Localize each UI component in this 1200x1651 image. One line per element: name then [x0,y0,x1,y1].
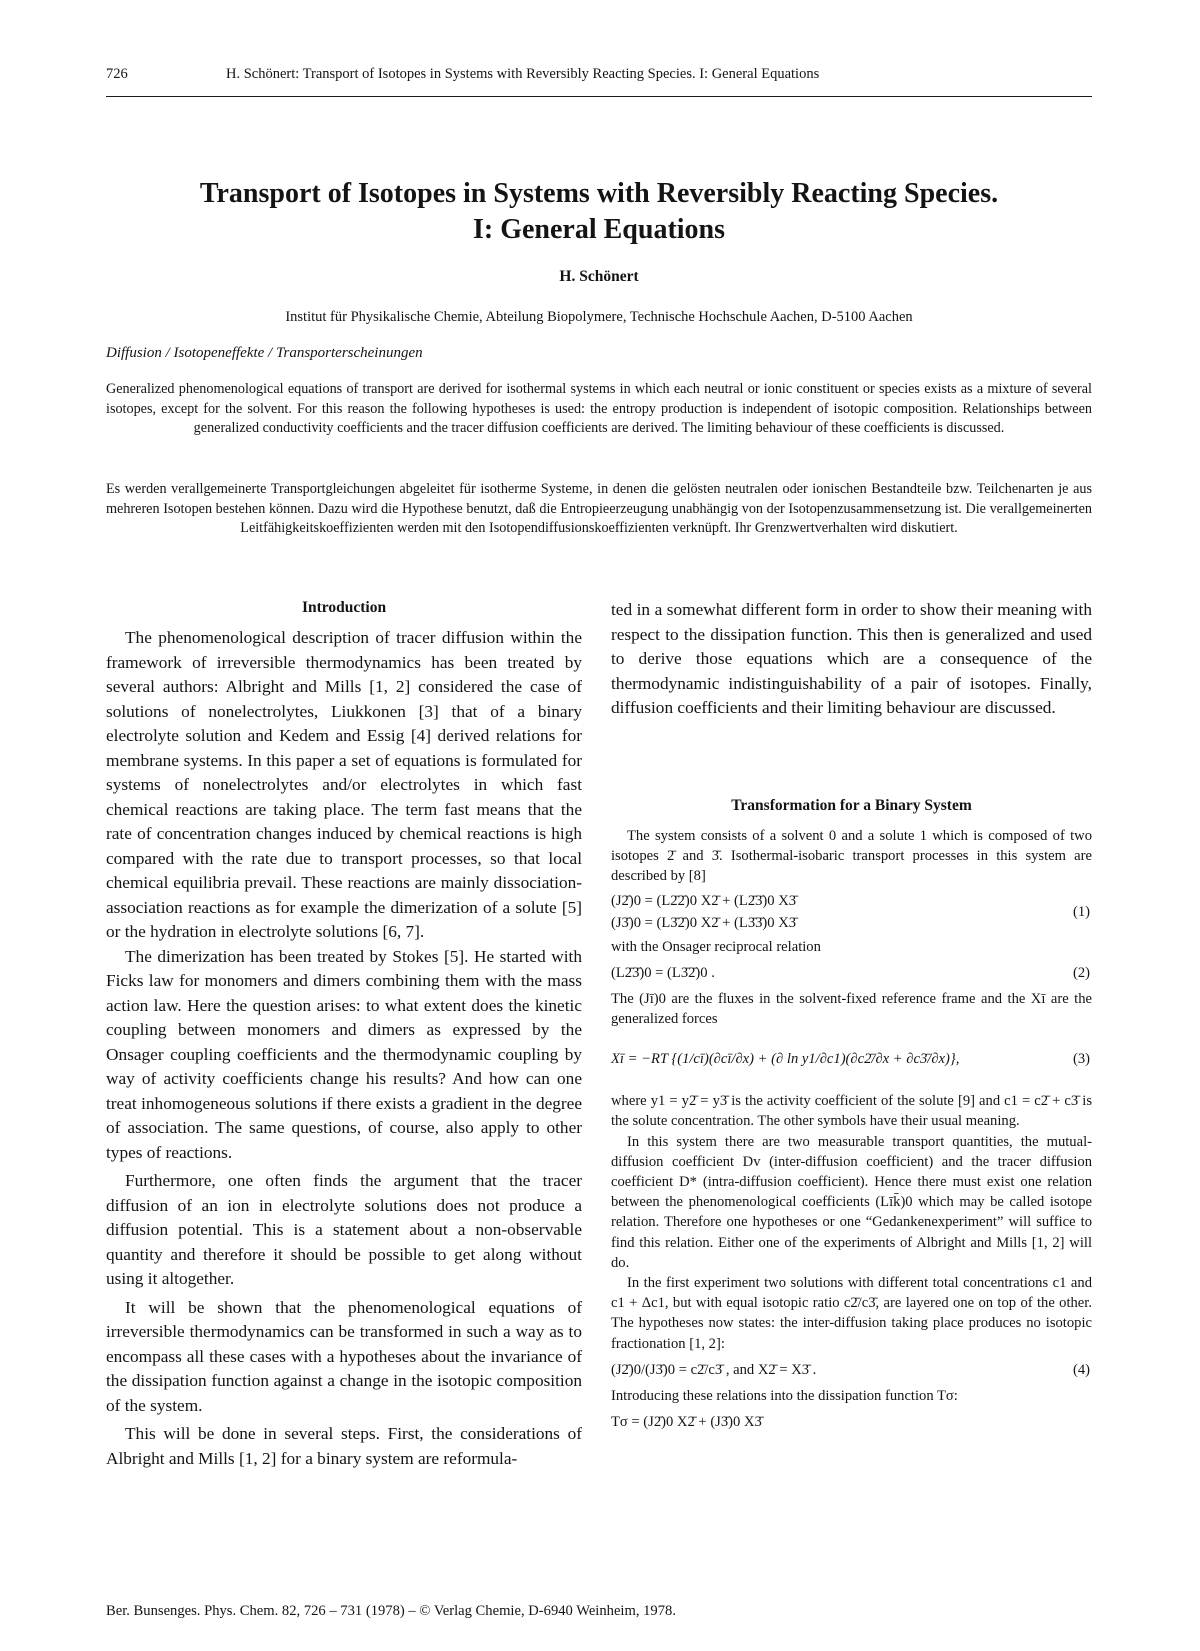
equation-2 [611,963,1092,985]
keywords: Diffusion / Isotopeneffekte / Transporterscheinungen [106,345,423,361]
equation-1 [611,891,1092,935]
affiliation: Institut für Physikalische Chemie, Abteilung Biopolymere, Technische Hochschule Aachen, D-5100 Aachen [285,309,913,325]
equation-4 [611,1360,1092,1382]
paragraph: with the Onsager reciprocal relation [611,938,821,955]
paragraph: This will be done in several steps. First, the considerations of Albright and Mills [1, 2] for a binary system are reformula- [106,1424,582,1468]
equation-1-line-2: (J3̄)0 = (L3̄2̄)0 X2̄ + (L3̄3̄)0 X3̄ [611,914,797,931]
paragraph: In this system there are two measurable transport quantities, the mutual-diffusion coefficient Dv (inter-diffusion coefficient) and the tracer diffusion coefficient D* (intra-diffusion coefficient). Hence there must exist one relation between the phenomenological coefficients (Līk̄)0 which may be called isotope relation. Therefore one hypotheses or one “Gedankenexperiment” will suffice to find this relation. Either one of the experiments of Albright and Mills [1, 2] will do. [611,1133,1092,1271]
paragraph: The phenomenological description of tracer diffusion within the framework of irreversible thermodynamics has been treated by several authors: Albright and Mills [1, 2] considered the case of solutions of nonelectrolytes, Liukkonen [3] that of a binary electrolyte solution and Kedem and Essig [4] derived relations for membrane systems. In this paper a set of equations is formulated for systems of nonelectrolytes and/or electrolytes in which fast chemical reactions are taking place. The term fast means that the rate of concentration changes induced by chemical reactions is high compared with the rate due to transport processes, so that local chemical equilibria prevail. These reactions are mainly dissociation-association reactions as for example the dimerization of a solute [5] or the hydration in electrolyte solutions [6, 7]. [106,628,582,941]
equation-1-line-1: (J2̄)0 = (L2̄2̄)0 X2̄ + (L2̄3̄)0 X3̄ [611,892,797,909]
section-heading-binary-system: Transformation for a Binary System [731,797,972,814]
article-title [106,176,1092,248]
right-column [611,796,1092,1434]
paragraph: where y1 = y2̄ = y3̄ is the activity coefficient of the solute [9] and c1 = c2̄ + c3̄ is the solute concentration. The other symbols have their usual meaning. [611,1093,1092,1130]
running-header: H. Schönert: Transport of Isotopes in Systems with Reversibly Reacting Species. I: General Equations [226,66,820,82]
header-rule [106,96,1092,97]
paragraph: In the first experiment two solutions with different total concentrations c1 and c1 + Δc1, but with equal isotopic ratio c2̄/c3̄, are layered one on top of the other. The hypotheses now states: the inter-diffusion taking place produces no isotopic fractionation [1, 2]: [611,1275,1092,1352]
section-heading-introduction: Introduction [301,599,387,616]
equation-5 [611,1412,1092,1434]
paragraph: ted in a somewhat different form in order to show their meaning with respect to the dissipation function. This then is generalized and used to derive those equations which are a consequence of the thermodynamic indistinguishability of a pair of isotopes. Finally, diffusion coefficients and their limiting behaviour are discussed. [611,600,1092,717]
title-line-1: Transport of Isotopes in Systems with Reversibly Reacting Species. [199,178,999,209]
equation-5-body: Tσ = (J2̄)0 X2̄ + (J3̄)0 X3̄ [611,1414,762,1431]
right-column-continuation [611,598,1092,721]
equation-3-body: Xī = −RT {(1/cī)(∂cī/∂x) + (∂ ln y1/∂c1)(∂c2̄/∂x + ∂c3̄/∂x)}, [611,1051,960,1068]
equation-4-body: (J2̄)0/(J3̄)0 = c2̄/c3̄ , and X2̄ = X3̄ . [611,1361,817,1378]
author: H. Schönert [559,268,639,285]
equation-2-body: (L2̄3̄)0 = (L3̄2̄)0 . [611,964,715,981]
abstract-english: Generalized phenomenological equations of transport are derived for isothermal systems in which each neutral or ionic constituent or species exists as a mixture of several isotopes, except for the solvent. For this reason the following hypotheses is used: the entropy production is independent of isotopic composition. Relationships between generalized conductivity coefficients and the tracer diffusion coefficients are derived. The limiting behaviour of these coefficients is discussed. [106,381,1092,437]
left-column [106,598,582,1471]
paragraph: It will be shown that the phenomenological equations of irreversible thermodynamics can be transformed in such a way as to encompass all these cases with a hypotheses about the invariance of the dissipation function against a change in the isotopic composition of the system. [106,1297,582,1415]
paragraph: Introducing these relations into the dissipation function Tσ: [611,1387,958,1404]
abstract-german: Es werden verallgemeinerte Transportgleichungen abgeleitet für isotherme Systeme, in denen die gelösten neutralen oder ionischen Bestandteile bzw. Teilchenarten je aus mehreren Isotopen bestehen können. Dazu wird die Hypothese benutzt, daß die Entropieerzeugung unabhängig von der Isotopenzusammensetzung ist. Die verallgemeinerten Leitfähigkeitskoeffizienten werden mit den Isotopendiffusionskoeffizienten verknüpft. Ihr Grenzwertverhalten wird diskutiert. [106,481,1092,537]
equation-number: (4) [1072,1361,1090,1378]
citation-footer: Ber. Bunsenges. Phys. Chem. 82, 726 – 731 (1978) – © Verlag Chemie, D-6940 Weinheim, 1978. [106,1603,676,1619]
equation-number: (3) [1072,1051,1090,1068]
title-line-2: I: General Equations [472,214,726,245]
page-number: 726 [106,66,128,82]
equation-number: (1) [1072,903,1090,920]
paragraph: Furthermore, one often finds the argument that the tracer diffusion of an ion in electrolyte solutions does not produce a diffusion potential. This is a statement about a non-observable quantity and therefore it should be possible to get along without using it altogether. [106,1171,582,1288]
paragraph: The system consists of a solvent 0 and a solute 1 which is composed of two isotopes 2̄ and 3̄. Isothermal-isobaric transport processes in this system are described by [8] [611,828,1092,885]
equation-3 [611,1035,1092,1087]
equation-number: (2) [1072,964,1090,981]
paragraph: The (Jī)0 are the fluxes in the solvent-fixed reference frame and the Xī are the generalized forces [611,990,1092,1028]
paragraph: The dimerization has been treated by Stokes [5]. He started with Ficks law for monomers and dimers combining them with the mass action law. Here the question arises: to what extent does the kinetic coupling between monomers and dimers as expressed by the Onsager coupling coefficients and the thermodynamic coupling by way of activity coefficients change his results? And how can one treat inhomogeneous solutions if there exists a gradient in the degree of association. The same questions, of course, also apply to other types of reactions. [106,946,582,1162]
